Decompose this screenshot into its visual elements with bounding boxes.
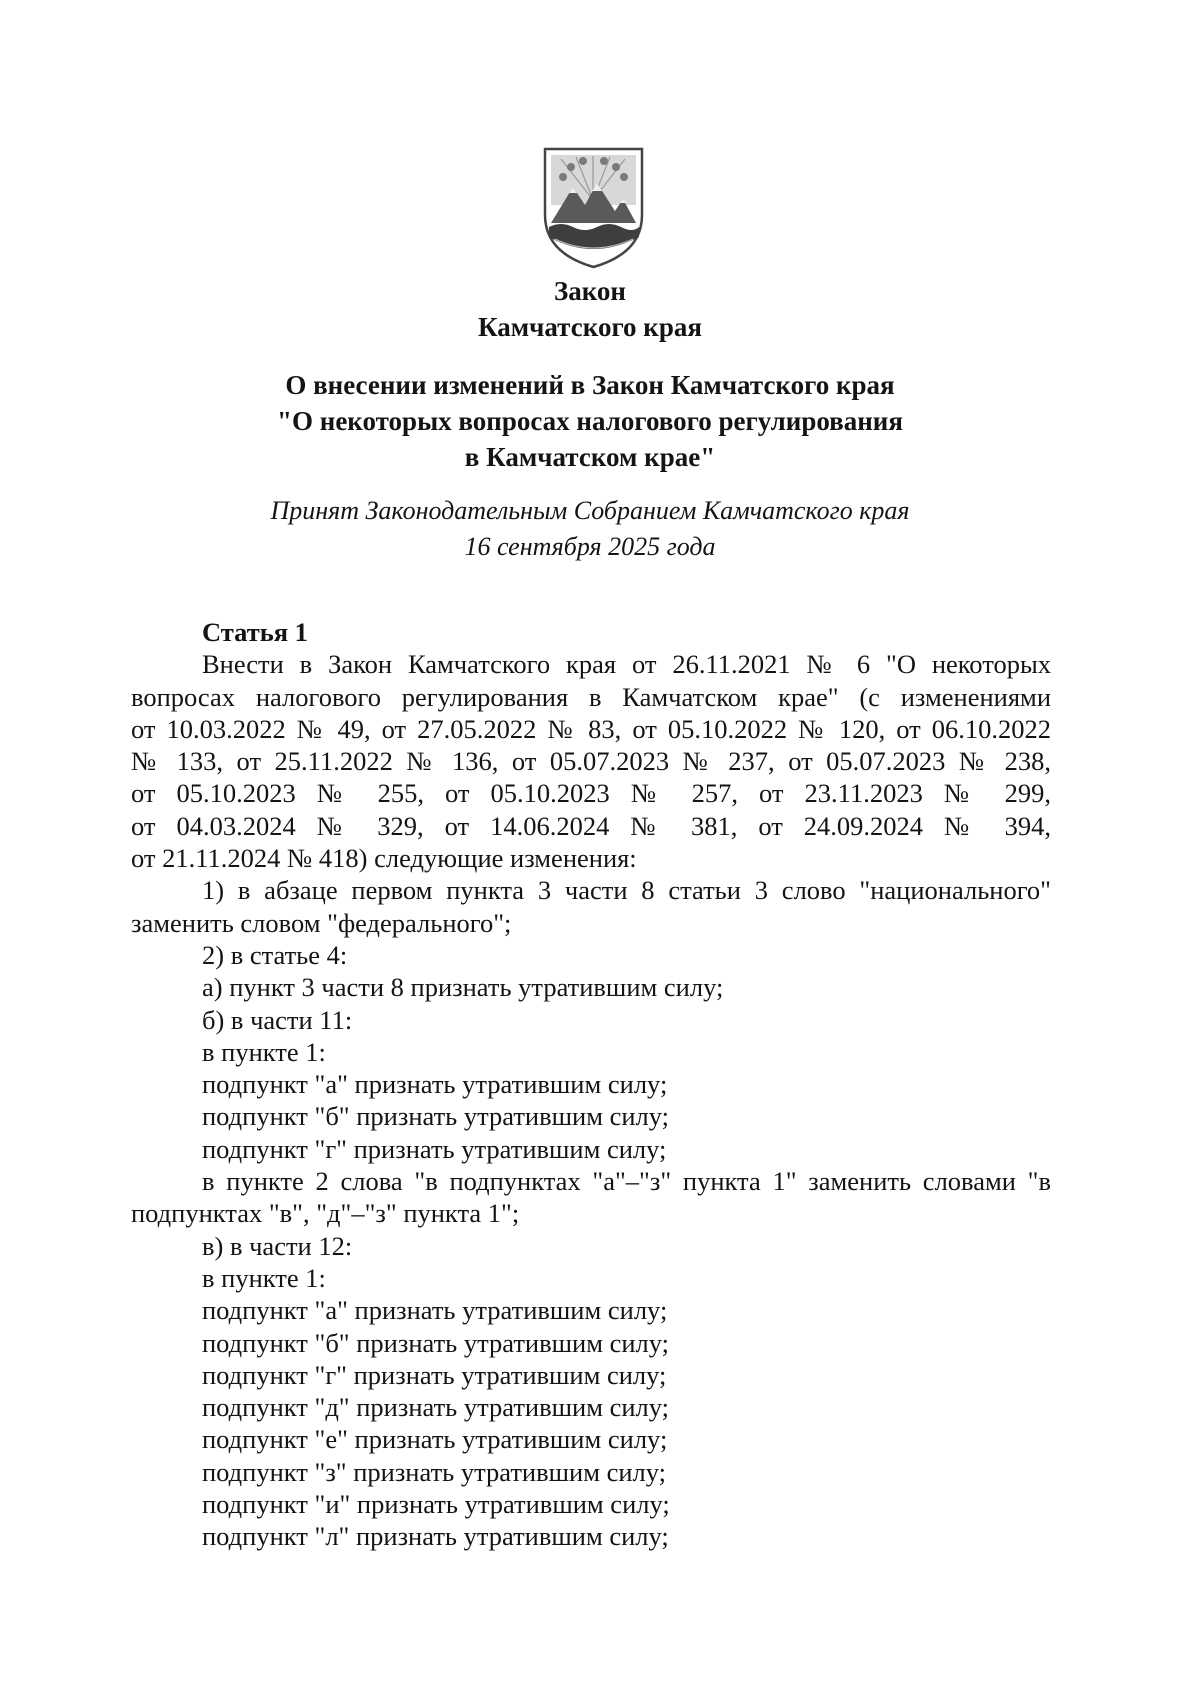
item-2a: а) пункт 3 части 8 признать утратившим силу;: [202, 972, 724, 1003]
item-2c-subpoint: подпункт "д" признать утратившим силу;: [202, 1392, 670, 1423]
kamchatka-coat-of-arms-icon: [541, 145, 646, 271]
item-2b-point-2-line-2: подпунктах "в", "д"–"з" пункта 1";: [131, 1198, 520, 1229]
article-1-intro: [131, 648, 1051, 874]
item-2c-subpoint: подпункт "б" признать утратившим силу;: [202, 1327, 670, 1358]
adoption-note-line-2: 16 сентября 2025 года: [464, 532, 716, 561]
item-2b-point-1: в пункте 1:: [202, 1036, 326, 1067]
item-2c-subpoint: подпункт "и" признать утратившим силу;: [202, 1489, 670, 1520]
intro-line: от 10.03.2022 № 49, от 27.05.2022 № 83, от 05.10.2022 № 120, от 06.10.2022: [131, 713, 1051, 744]
item-2c-subpoint: подпункт "е" признать утратившим силу;: [202, 1424, 668, 1455]
law-subject-line-2: "О некоторых вопросах налогового регулирования: [277, 406, 903, 436]
article-1-body: [131, 616, 1051, 1553]
law-title-line-1: Закон: [553, 276, 626, 306]
adoption-note: [140, 493, 1040, 565]
law-title-line-2: Камчатского края: [478, 312, 702, 342]
intro-line: № 133, от 25.11.2022 № 136, от 05.07.2023 № 237, от 05.07.2023 № 238,: [131, 746, 1051, 777]
item-2b-point-2-line-1: в пункте 2 слова "в подпунктах "а"–"з" пункта 1" заменить словами "в: [202, 1166, 1051, 1197]
law-subject-line-3: в Камчатском крае": [464, 442, 716, 472]
item-2b: б) в части 11:: [202, 1004, 353, 1035]
item-2c: в) в части 12:: [202, 1230, 353, 1261]
item-2c-subpoint: подпункт "а" признать утратившим силу;: [202, 1295, 668, 1326]
item-2b-subpoint: подпункт "г" признать утратившим силу;: [202, 1133, 667, 1164]
law-subject-line-1: О внесении изменений в Закон Камчатского края: [285, 370, 895, 400]
item-1-line-2: заменить словом "федерального";: [131, 907, 512, 938]
item-1-line-1: 1) в абзаце первом пункта 3 части 8 статьи 3 слово "национального": [202, 875, 1051, 906]
intro-line: от 05.10.2023 № 255, от 05.10.2023 № 257, от 23.11.2023 № 299,: [131, 778, 1051, 809]
intro-line: Внести в Закон Камчатского края от 26.11.2021 № 6 "О некоторых: [202, 649, 1051, 680]
item-2c-point-1: в пункте 1:: [202, 1262, 326, 1293]
law-subject: [140, 367, 1040, 475]
intro-line: от 21.11.2024 № 418) следующие изменения:: [131, 843, 637, 874]
item-2c-subpoint: подпункт "г" признать утратившим силу;: [202, 1359, 667, 1390]
item-2b-subpoint: подпункт "а" признать утратившим силу;: [202, 1069, 668, 1100]
item-2: 2) в статье 4:: [202, 939, 348, 970]
law-title: [140, 273, 1040, 345]
item-2b-subpoint: подпункт "б" признать утратившим силу;: [202, 1101, 670, 1132]
item-2c-subpoint: подпункт "л" признать утратившим силу;: [202, 1521, 669, 1552]
item-2c-subpoint: подпункт "з" признать утратившим силу;: [202, 1456, 667, 1487]
intro-line: вопросах налогового регулирования в Камчатском крае" (с изменениями: [131, 681, 1051, 712]
intro-line: от 04.03.2024 № 329, от 14.06.2024 № 381, от 24.09.2024 № 394,: [131, 810, 1051, 841]
article-heading: Статья 1: [202, 617, 308, 647]
adoption-note-line-1: Принят Законодательным Собранием Камчатского края: [270, 496, 910, 525]
